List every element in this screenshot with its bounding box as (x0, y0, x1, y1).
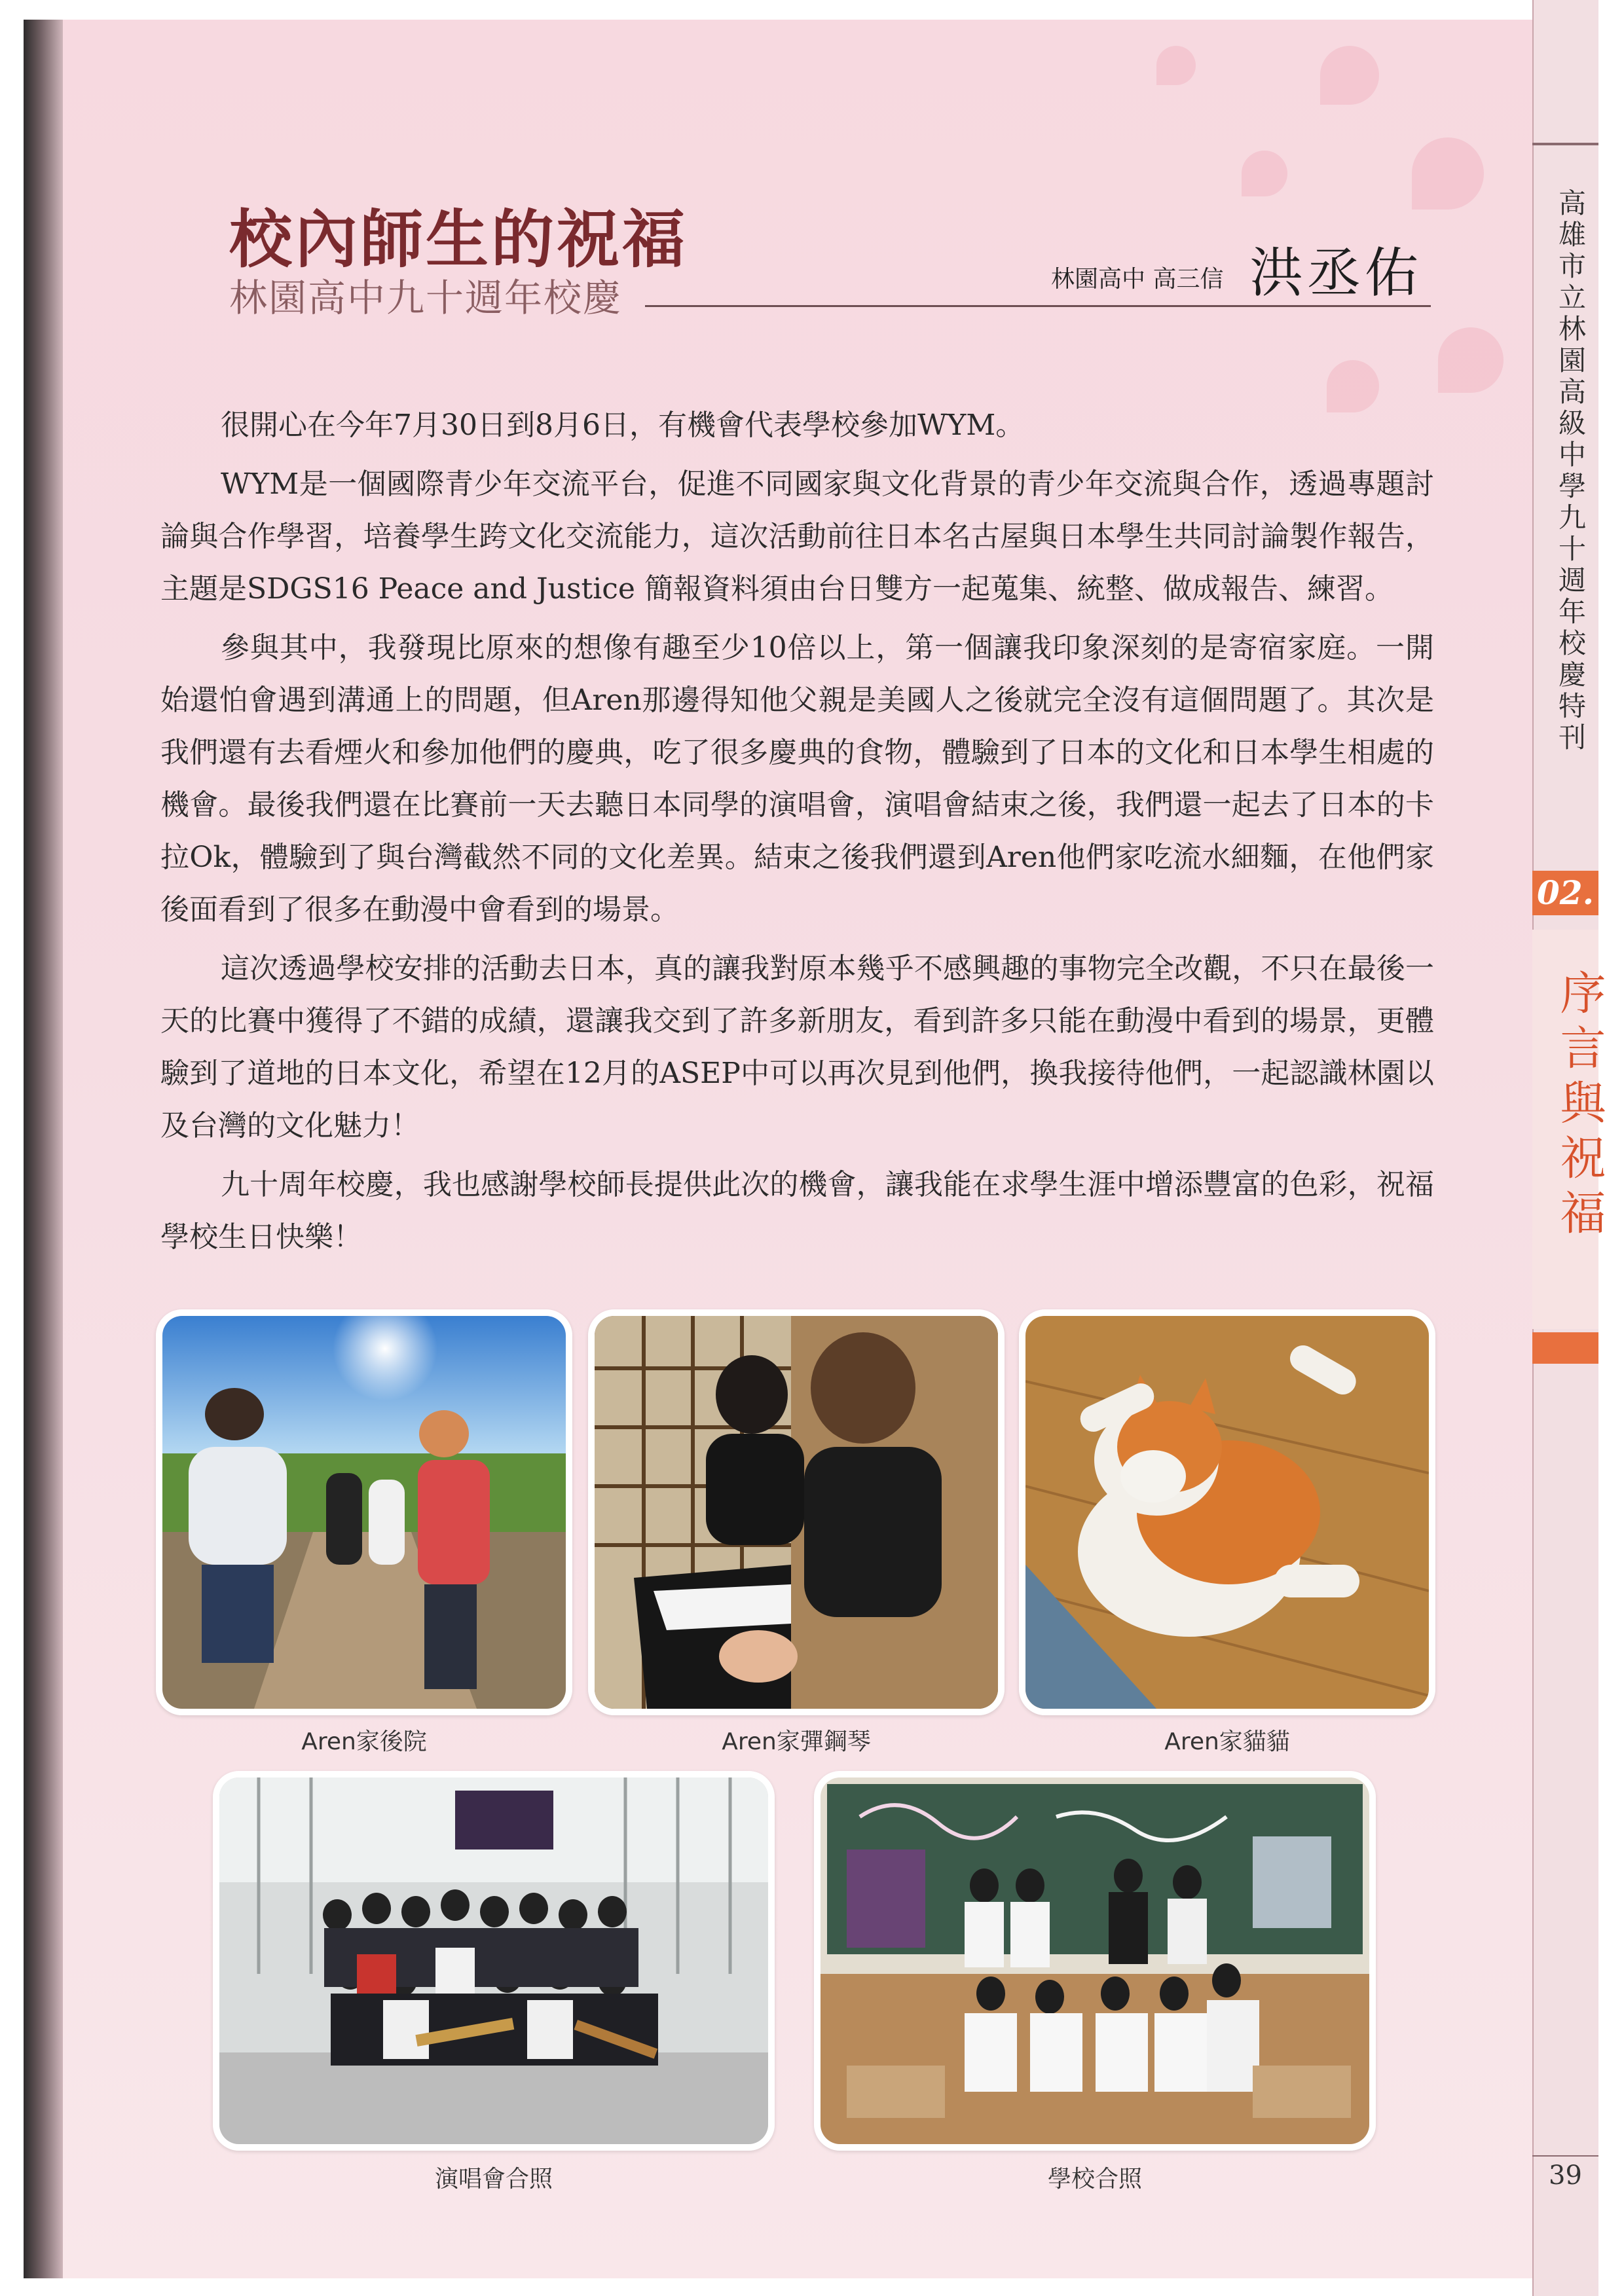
paragraph: 很開心在今年7月30日到8月6日，有機會代表學校參加WYM。 (221, 409, 1025, 442)
section-number: 02. (1532, 871, 1598, 915)
page-number: 39 (1549, 2160, 1582, 2191)
photo-school (814, 1771, 1376, 2151)
page-number-rule (1532, 2155, 1598, 2157)
cherry-blossom-decoration (1242, 151, 1287, 196)
school-photo-image (821, 1777, 1369, 2144)
paragraph: 這次透過學校安排的活動去日本，真的讓我對原本幾乎不感興趣的事物完全改觀，不只在最後一天的比賽中獲得了不錯的成績，還讓我交到了許多新朋友，看到許多只能在動漫中看到的場景，更體驗到了道地的日本文化，希望在12月的ASEP中可以再次見到他們，換我接待他們，一起認識林園以及台灣的文化魅力！ (160, 952, 1434, 1142)
cherry-blossom-decoration (1156, 46, 1196, 85)
publication-title: 高雄市立林園高級中學九十週年校慶特刊 (1555, 189, 1587, 754)
section-title: 序言與祝福 (1553, 969, 1606, 1244)
article-body (160, 399, 1434, 1270)
article-title: 校內師生的祝福 (229, 202, 688, 276)
photo-piano (588, 1309, 1005, 1715)
article-subtitle: 林園高中九十週年校慶 (229, 276, 623, 320)
photo-backyard (156, 1309, 572, 1715)
concert-photo-image (219, 1777, 768, 2144)
section-accent-bar (1532, 1332, 1598, 1364)
sidebar-rule (1532, 143, 1598, 145)
photo-caption: Aren家貓貓 (1164, 1728, 1290, 1755)
author-signature: 洪丞佑 (1249, 242, 1423, 304)
backyard-photo-image (162, 1316, 566, 1709)
photo-concert (213, 1771, 775, 2151)
cherry-blossom-decoration (1320, 46, 1379, 105)
paragraph: 九十周年校慶，我也感謝學校師長提供此次的機會，讓我能在求學生涯中增添豐富的色彩，祝福學校生日快樂！ (160, 1168, 1434, 1254)
photo-caption: Aren家彈鋼琴 (722, 1728, 871, 1755)
piano-photo-image (595, 1316, 998, 1709)
book-spine-shadow (24, 20, 63, 2278)
cat-photo-image (1025, 1316, 1429, 1709)
author-class: 林園高中 高三信 (1051, 266, 1224, 293)
photo-caption: 學校合照 (1047, 2166, 1142, 2193)
paragraph: 參與其中，我發現比原來的想像有趣至少10倍以上，第一個讓我印象深刻的是寄宿家庭。一開始還怕會遇到溝通上的問題，但Aren那邊得知他父親是美國人之後就完全沒有這個問題了。其次是我們還有去看煙火和參加他們的慶典，吃了很多慶典的食物，體驗到了日本的文化和日本學生相處的機會。最後我們還在比賽前一天去聽日本同學的演唱會，演唱會結束之後，我們還一起去了日本的卡拉Ok，體驗到了與台灣截然不同的文化差異。結束之後我們還到Aren他們家吃流水細麵，在他們家後面看到了很多在動漫中會看到的場景。 (160, 631, 1434, 926)
cherry-blossom-decoration (1438, 327, 1504, 393)
paragraph: WYM是一個國際青少年交流平台，促進不同國家與文化背景的青少年交流與合作，透過專題討論與合作學習，培養學生跨文化交流能力，這次活動前往日本名古屋與日本學生共同討論製作報告，主題是SDGS16 Peace and Justice 簡報資料須由台日雙方一起蒐集、統整、做成報告、練習。 (160, 467, 1434, 606)
photo-caption: Aren家後院 (301, 1728, 427, 1755)
photo-cat (1019, 1309, 1435, 1715)
photo-caption: 演唱會合照 (434, 2166, 553, 2193)
cherry-blossom-decoration (1412, 137, 1484, 210)
